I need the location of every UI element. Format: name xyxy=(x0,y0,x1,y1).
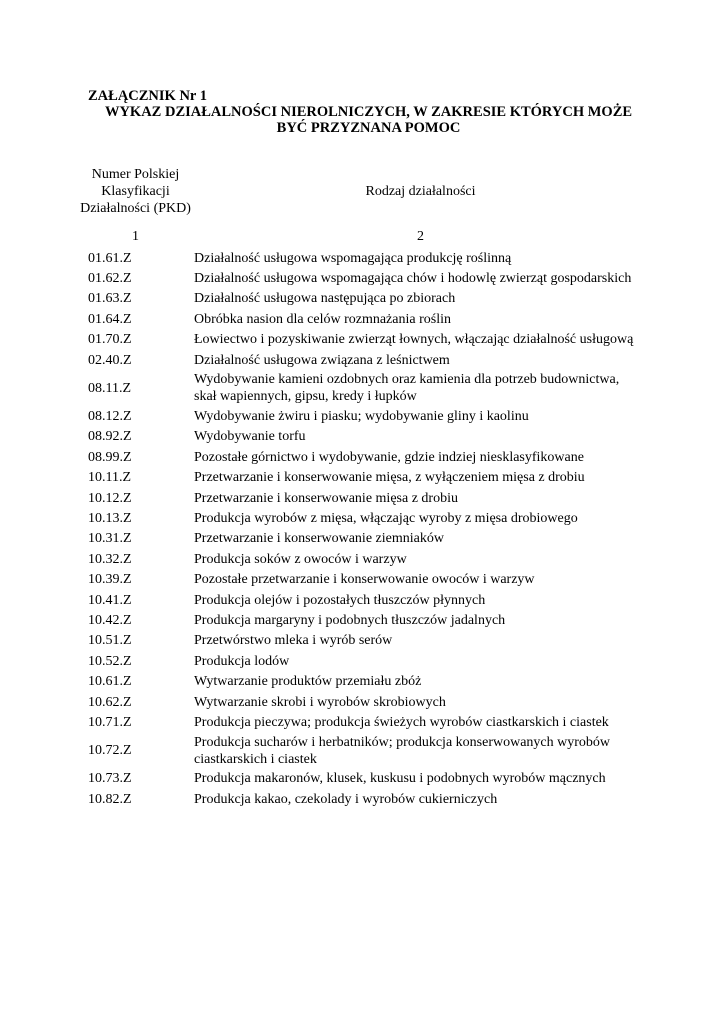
table-row xyxy=(78,549,638,569)
pkd-code: 08.11.Z xyxy=(88,380,132,396)
pkd-code: 10.31.Z xyxy=(88,531,132,547)
table-row xyxy=(78,631,638,651)
activity-description: Produkcja soków z owoców i warzyw xyxy=(194,551,407,567)
pkd-code: 01.63.Z xyxy=(88,291,132,307)
pkd-code: 10.13.Z xyxy=(88,510,132,526)
pkd-code: 10.62.Z xyxy=(88,694,132,710)
activity-description: Wydobywanie żwiru i piasku; wydobywanie gliny i kaolinu xyxy=(194,409,529,425)
pkd-code: 01.61.Z xyxy=(88,250,132,266)
table-row xyxy=(78,733,638,769)
activity-description: Produkcja makaronów, klusek, kuskusu i podobnych wyrobów mącznych xyxy=(194,771,606,787)
pkd-code: 10.41.Z xyxy=(88,592,132,608)
pkd-code: 01.70.Z xyxy=(88,332,132,348)
col2-header: Rodzaj działalności xyxy=(365,183,476,199)
table-header xyxy=(78,155,638,227)
pkd-code: 10.82.Z xyxy=(88,791,132,807)
table-row xyxy=(78,651,638,671)
activity-description: Produkcja wyrobów z mięsa, włączając wyroby z mięsa drobiowego xyxy=(194,510,578,526)
table-row xyxy=(78,447,638,467)
table-body xyxy=(78,248,638,809)
col1-header: Numer Polskiej Klasyfikacji Działalności (PKD) xyxy=(80,166,191,216)
table-row xyxy=(78,268,638,288)
pkd-code: 10.11.Z xyxy=(88,470,132,486)
table-row xyxy=(78,692,638,712)
activity-description: Działalność usługowa wspomagająca chów i hodowlę zwierząt gospodarskich xyxy=(194,271,632,287)
activity-description: Wydobywanie kamieni ozdobnych oraz kamienia dla potrzeb budownictwa, skał wapiennych, gipsu, kredy i łupków xyxy=(194,372,620,405)
table-row xyxy=(78,569,638,589)
pkd-code: 02.40.Z xyxy=(88,352,132,368)
table-row xyxy=(78,508,638,528)
activity-description: Pozostałe przetwarzanie i konserwowanie owoców i warzyw xyxy=(194,572,535,588)
pkd-code: 10.12.Z xyxy=(88,490,132,506)
document-heading xyxy=(88,88,643,136)
table-row xyxy=(78,769,638,789)
activity-description: Obróbka nasion dla celów rozmnażania roślin xyxy=(194,311,451,327)
activity-description: Produkcja lodów xyxy=(194,653,290,669)
annex-label: ZAŁĄCZNIK Nr 1 xyxy=(88,88,207,104)
activity-description: Wydobywanie torfu xyxy=(194,429,306,445)
table-row xyxy=(78,789,638,809)
activity-description: Pozostałe górnictwo i wydobywanie, gdzie indziej niesklasyfikowane xyxy=(194,449,584,465)
activity-description: Łowiectwo i pozyskiwanie zwierząt łownych, włączając działalność usługową xyxy=(194,332,634,348)
activity-description: Produkcja margaryny i podobnych tłuszczów jadalnych xyxy=(194,612,506,628)
pkd-code: 08.99.Z xyxy=(88,449,132,465)
col1-number: 1 xyxy=(132,229,139,244)
table-row xyxy=(78,309,638,329)
table-row xyxy=(78,671,638,691)
table-row xyxy=(78,248,638,268)
pkd-code: 10.39.Z xyxy=(88,572,132,588)
table-row xyxy=(78,488,638,508)
pkd-code: 10.32.Z xyxy=(88,551,132,567)
table-row xyxy=(78,468,638,488)
pkd-table xyxy=(78,155,638,809)
col2-number: 2 xyxy=(417,229,424,244)
document-title: WYKAZ DZIAŁALNOŚCI NIEROLNICZYCH, W ZAKRESIE KTÓRYCH MOŻE BYĆ PRZYZNANA POMOC xyxy=(104,104,633,136)
pkd-code: 08.12.Z xyxy=(88,409,132,425)
table-row xyxy=(78,406,638,426)
pkd-code: 01.62.Z xyxy=(88,271,132,287)
activity-description: Produkcja pieczywa; produkcja świeżych wyrobów ciastkarskich i ciastek xyxy=(194,714,609,730)
pkd-code: 10.71.Z xyxy=(88,714,132,730)
pkd-code: 08.92.Z xyxy=(88,429,132,445)
activity-description: Działalność usługowa wspomagająca produkcję roślinną xyxy=(194,250,512,266)
pkd-code: 10.51.Z xyxy=(88,633,132,649)
activity-description: Działalność usługowa następująca po zbiorach xyxy=(194,291,456,307)
activity-description: Przetwarzanie i konserwowanie ziemniaków xyxy=(194,531,444,547)
pkd-code: 01.64.Z xyxy=(88,311,132,327)
table-row xyxy=(78,289,638,309)
table-row xyxy=(78,330,638,350)
activity-description: Wytwarzanie skrobi i wyrobów skrobiowych xyxy=(194,694,446,710)
activity-description: Produkcja olejów i pozostałych tłuszczów płynnych xyxy=(194,592,486,608)
activity-description: Wytwarzanie produktów przemiału zbóż xyxy=(194,674,422,690)
activity-description: Przetwarzanie i konserwowanie mięsa z drobiu xyxy=(194,490,458,506)
activity-description: Produkcja sucharów i herbatników; produkcja konserwowanych wyrobów ciastkarskich i ciastek xyxy=(194,734,611,767)
table-row xyxy=(78,350,638,370)
activity-description: Produkcja kakao, czekolady i wyrobów cukierniczych xyxy=(194,791,498,807)
pkd-code: 10.42.Z xyxy=(88,612,132,628)
pkd-code: 10.72.Z xyxy=(88,743,132,759)
table-row xyxy=(78,370,638,406)
table-row xyxy=(78,529,638,549)
table-row xyxy=(78,427,638,447)
pkd-code: 10.52.Z xyxy=(88,653,132,669)
column-numbers xyxy=(78,228,638,246)
table-row xyxy=(78,590,638,610)
pkd-code: 10.61.Z xyxy=(88,674,132,690)
table-row xyxy=(78,610,638,630)
table-row xyxy=(78,712,638,732)
activity-description: Działalność usługowa związana z leśnictwem xyxy=(194,352,450,368)
pkd-code: 10.73.Z xyxy=(88,771,132,787)
activity-description: Przetwarzanie i konserwowanie mięsa, z wyłączeniem mięsa z drobiu xyxy=(194,470,585,486)
activity-description: Przetwórstwo mleka i wyrób serów xyxy=(194,633,393,649)
